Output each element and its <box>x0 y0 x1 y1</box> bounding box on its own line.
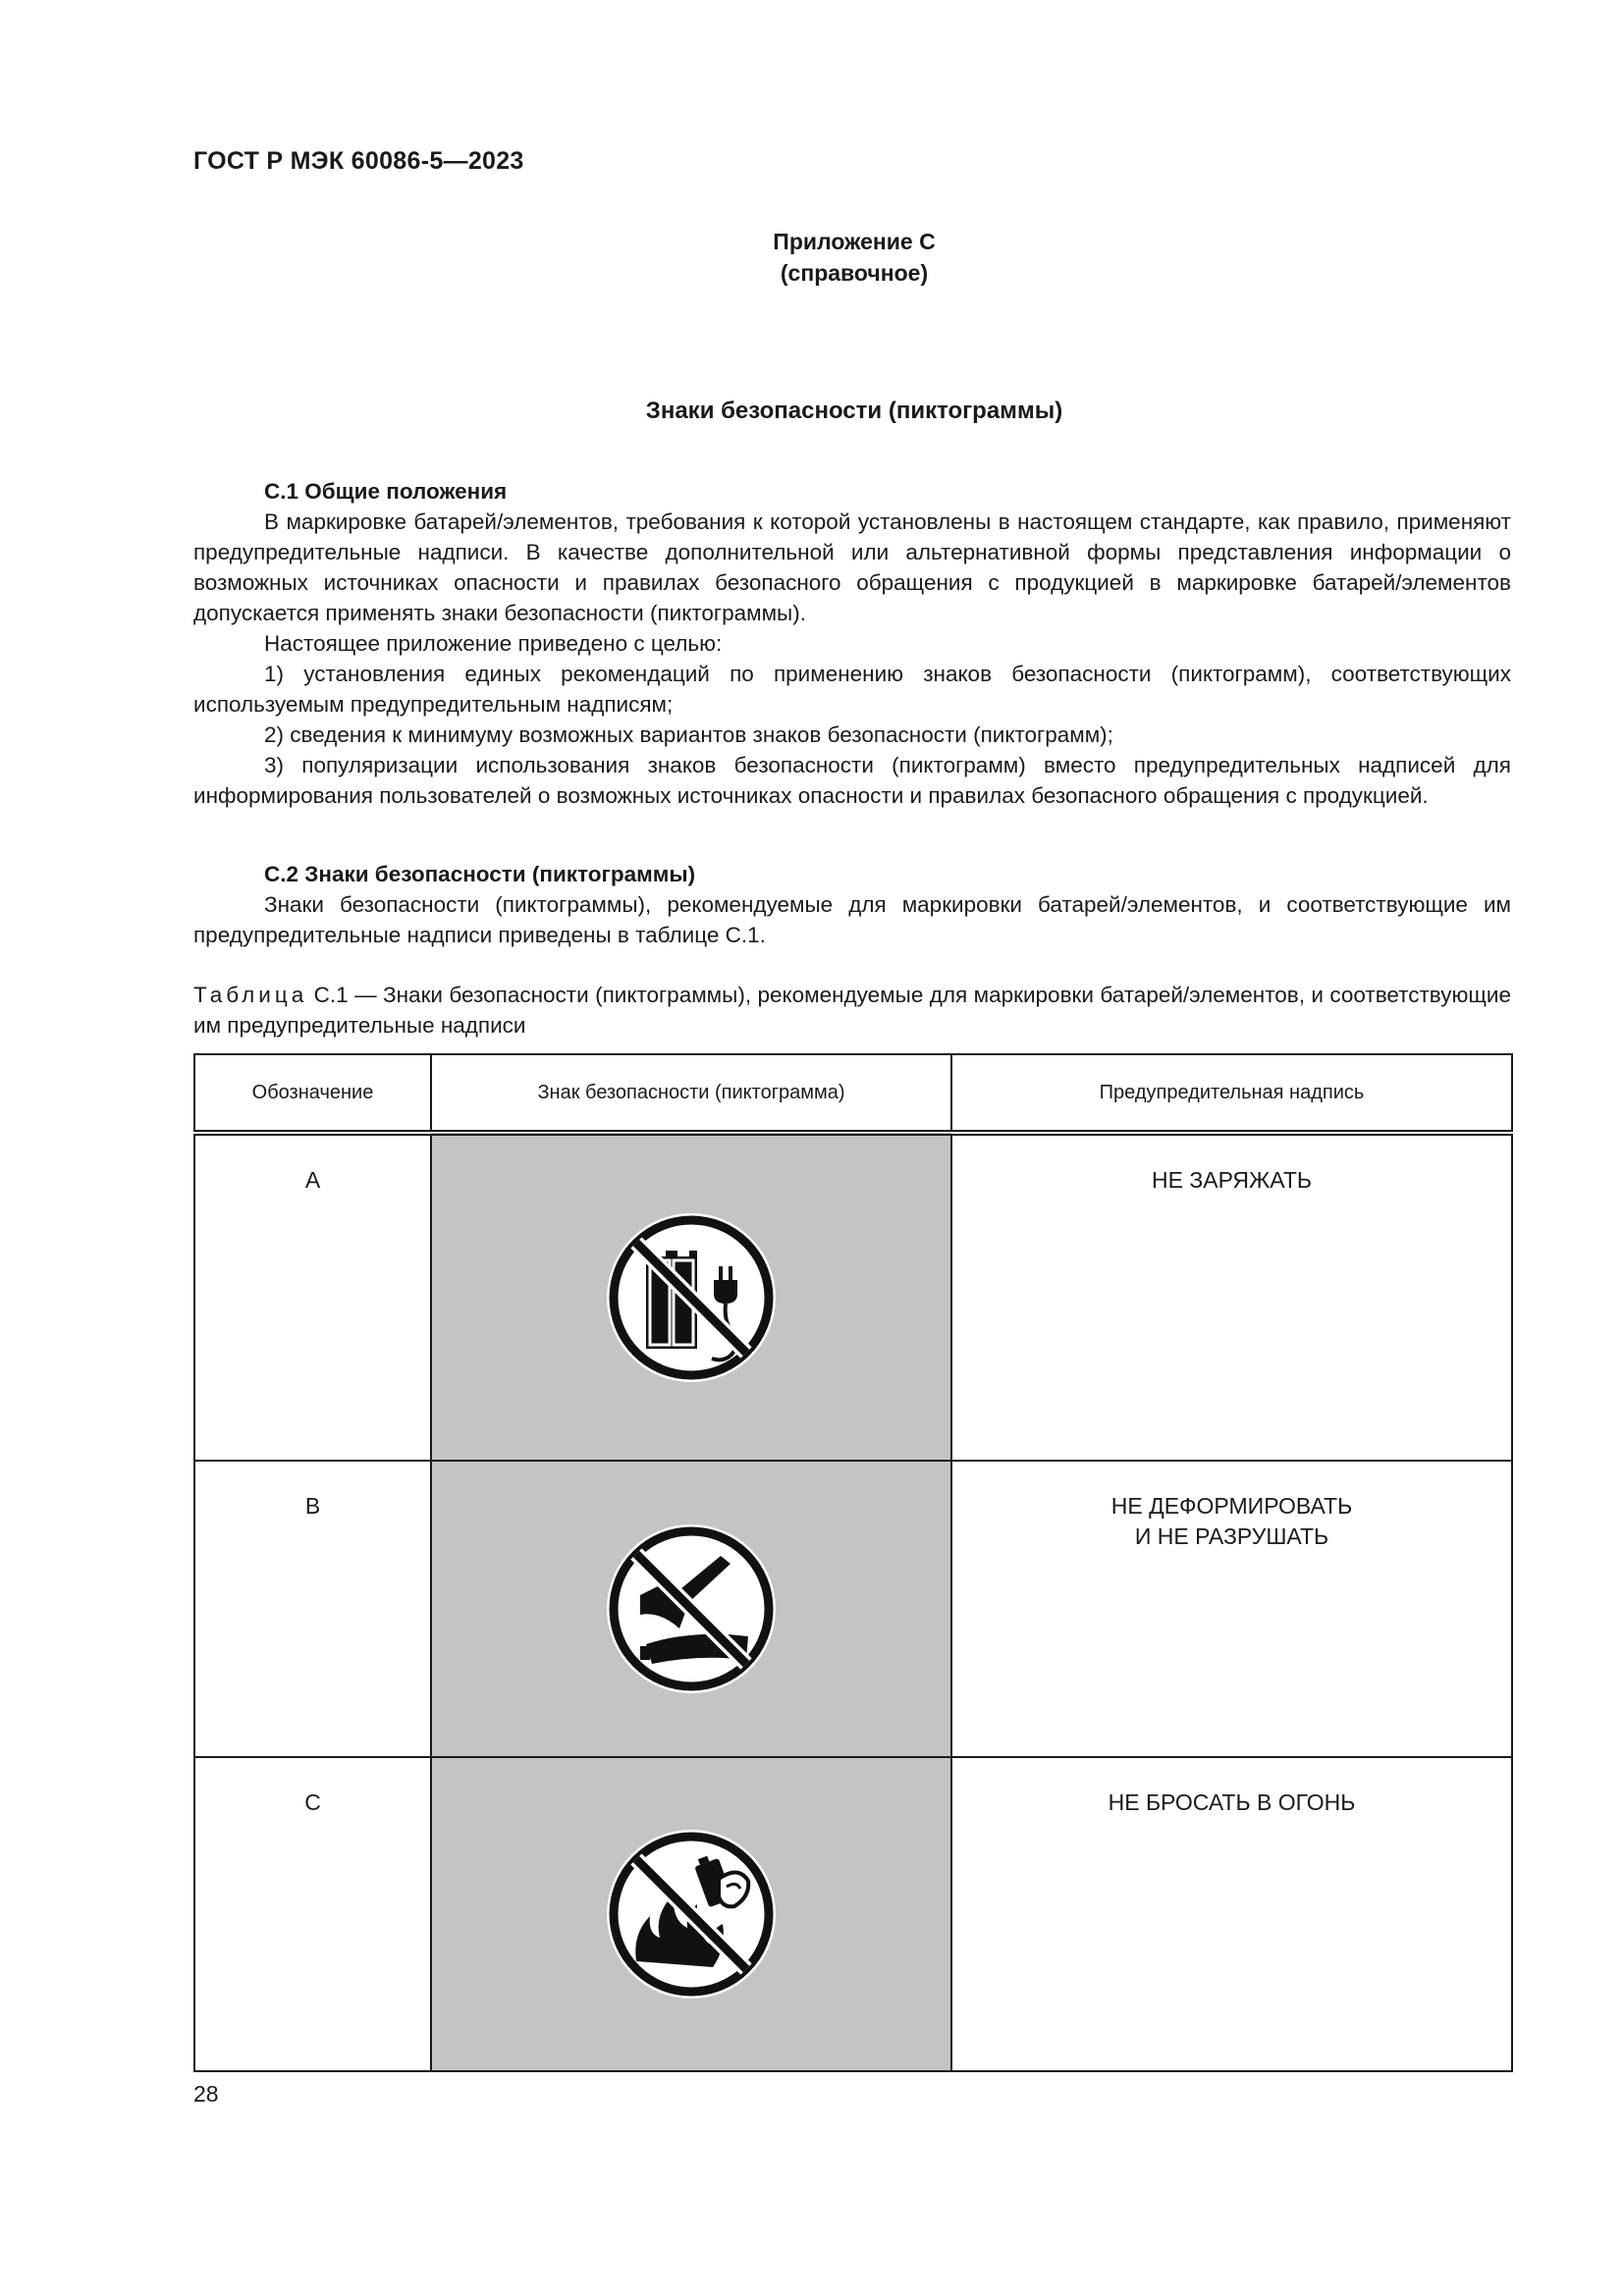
row-pictogram <box>431 1757 951 2071</box>
c1-list-item-2: 2) сведения к минимуму возможных вариантов знаков безопасности (пиктограмм); <box>264 722 1113 747</box>
table-row <box>194 1757 1512 2071</box>
row-designation: A <box>194 1133 431 1461</box>
row-warning: НЕ БРОСАТЬ В ОГОНЬ <box>951 1757 1512 2071</box>
annex-type: (справочное) <box>780 260 929 286</box>
header-warning: Предупредительная надпись <box>951 1054 1512 1133</box>
row-warning: НЕ ЗАРЯЖАТЬ <box>951 1133 1512 1461</box>
c1-paragraph-1: В маркировке батарей/элементов, требования к которой установлены в настоящем стандарте, как правило, применяют предупредительные надписи. В качестве дополнительной или альтернативной формы представления информации о возможных источниках опасности и правилах безопасного обращения с продукцией в маркировке батарей/элементов допускается применять знаки безопасности (пиктограммы). <box>193 509 1511 625</box>
row-designation: B <box>194 1461 431 1757</box>
c1-paragraph-2: Настоящее приложение приведено с целью: <box>264 631 723 656</box>
c1-heading: C.1 Общие положения <box>264 479 508 504</box>
warning-line-2: И НЕ РАЗРУШАТЬ <box>1134 1523 1329 1549</box>
table-row <box>194 1133 1512 1461</box>
no-deform-icon <box>603 1521 780 1697</box>
row-designation: C <box>194 1757 431 2071</box>
c1-list-item-1: 1) установления единых рекомендаций по применению знаков безопасности (пиктограмм), соответствующих используемым предупредительным надписям; <box>193 662 1511 717</box>
warning-line-1: НЕ ДЕФОРМИРОВАТЬ <box>1110 1493 1353 1519</box>
table-caption-text: C.1 — Знаки безопасности (пиктограммы), рекомендуемые для маркировки батарей/элементов, и соответствующие им предупредительные надписи <box>193 983 1511 1038</box>
table-header-row <box>194 1054 1512 1133</box>
table-row <box>194 1461 1512 1757</box>
safety-signs-table <box>193 1053 1513 2072</box>
section-c2 <box>193 859 1511 950</box>
annex-title: Приложение C <box>773 229 936 254</box>
table-caption <box>193 980 1511 1041</box>
no-charging-icon <box>603 1209 780 1386</box>
page-number: 28 <box>193 2081 219 2107</box>
section-c1 <box>193 476 1511 811</box>
row-pictogram <box>431 1133 951 1461</box>
table-caption-label: Таблица <box>193 983 308 1007</box>
c2-heading: C.2 Знаки безопасности (пиктограммы) <box>264 862 696 886</box>
header-designation: Обозначение <box>194 1054 431 1133</box>
row-pictogram <box>431 1461 951 1757</box>
row-warning <box>951 1461 1512 1757</box>
annex-heading <box>530 226 1178 289</box>
no-fire-icon <box>603 1826 780 2002</box>
section-title: Знаки безопасности (пиктограммы) <box>645 398 1063 424</box>
c1-list-item-3: 3) популяризации использования знаков безопасности (пиктограмм) вместо предупредительных надписей для информирования пользователей о возможных источниках опасности и правилах безопасного обращения с продукцией. <box>193 753 1511 808</box>
c2-paragraph-1: Знаки безопасности (пиктограммы), рекомендуемые для маркировки батарей/элементов, и соответствующие им предупредительные надписи приведены в таблице C.1. <box>193 892 1511 947</box>
header-pictogram: Знак безопасности (пиктограмма) <box>431 1054 951 1133</box>
document-id: ГОСТ Р МЭК 60086-5—2023 <box>193 147 524 175</box>
